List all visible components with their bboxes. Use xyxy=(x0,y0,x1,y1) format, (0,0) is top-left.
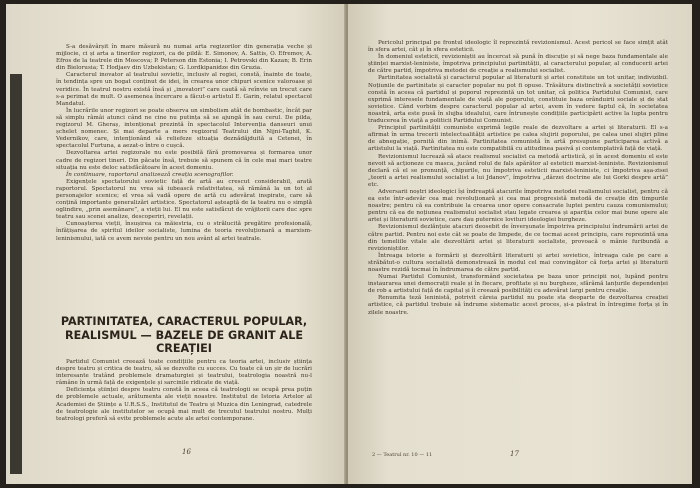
page-number-left: 16 xyxy=(182,448,191,456)
paragraph: Numai Partidul Comunist, transformând societatea pe baza unor principii noi, lupând pentru instaurarea unei democrații reale și în fiecare, profitate și nu burgheze, sfărâmă lanțurile dependenței de rob a artistului față de capital și îi creează posibilități cu adevărat largi pentru creație. xyxy=(368,274,668,295)
paragraph: Deficiența științei despre teatru constă în aceea că teatrologii se ocupă prea puțin de problemele actuale, arătumenta ale vieții noastre. Institutul de Istoria Artelor al Academiei de Științe a U.R.S.S., Institutul de Teatru și Muzica din Leningrad, catedrele de teatrologie ale institutelor se ocupă mai mult de trecutul teatrului nostru. Mulți teatrologi preferă să evite problemele acute ale artei contemporane. xyxy=(56,387,312,422)
footer-note: 2 — Teatrul nr. 10 — 11 xyxy=(372,452,433,458)
paragraph: Renumita teză leninistă, potrivit căreia partidul nu poate sta deoparte de dezvoltarea creației artistice, că partidul trebuie să îndrume sistematic acest proces, și-a păstrat în întregime forța și în zilele noastre. xyxy=(368,295,668,316)
section-heading: PARTINITATEA, CARACTERUL POPULAR, REALISMUL — BAZELE DE GRANIT ALE CREAȚIEI xyxy=(60,315,308,355)
italic-note: În continuare, raportorul analizează creația scenografilor. xyxy=(66,171,234,178)
paragraph: Caracterul inovator al teatrului sovietic, inclusiv al regiei, constă, înainte de toate, în tendința spre un bogat conținut de idei, în crearea unor chipuri scenice valoroase și veridice. În teatrul nostru există însă și „inovatori” care caută să reînvie un trecut care s-a perimat de mult. O asemenea încercare a făcut-o artistul E. Garin, relatul spectacol Mandatul. xyxy=(56,72,312,107)
page-number-right: 17 xyxy=(510,450,519,458)
paragraph: Pericolul principal pe frontul ideologic îl reprezintă revizionismul. Acest pericol se face simțit atât în sfera artei, cât și în sfera esteticii. xyxy=(368,40,668,54)
paragraph: Cunoașterea vieții, însușirea ca măiestria, cu o strălucită pregătire profesională, înfățișarea de spiritul ideilor socialiste, lumina de teoria revoluționară a marxism-leninismului, iată ce avem nevoie pentru un nou avânt al artei teatrale. xyxy=(56,221,312,242)
paragraph: Întreaga istorie a formării și dezvoltării literaturii și artei sovietice, întreaga cale pe care a străbătut-o cultura socialistă demonstrează în modul cel mai convingător că forța artei și literaturii noastre rezidă tocmai în îndrumarea de către partid. xyxy=(368,252,668,273)
paragraph: În domeniul esteticii, revizioniștii au încercat să pună în discuție și să nege baza fundamentale ale științei marxist-leniniste, împotriva principiului partinității, al caracterului popular, al conducerii artei de către partid, împotriva metodei de creație a realismului socialist. xyxy=(368,54,668,75)
paragraph: Revizionismul lucrează să atace realismul socialist ca metodă artistică, și în acest domeniu el este nevoit să acționeze cu masca, jucând rolul de fals apărător al esteticii marxist-leniniste. Revizionismul declară că el se pronunță, chipurile, nu împotriva esteticii marxist-leniniste, ci împotriva așa-zisei „teorii a artei realismului socialist a lui Jdanov”, împotriva „dârzei doctrine ale lui Gorki despre artă” etc. xyxy=(368,153,668,188)
paragraph: În lucrările unor regizori se poate observa un simbolism atât de bombastic, încât par să simplu râmâi atunci când ne cine nu putința să se ajungă în sau cerul. De pilda, regizorul M. Gheraș, intenționat prezintă în spectacolul Intervenția danseuri unui șchelet nomenec. Și mai departe a mers regizorul Teatrului din Nijni-Taghil, K. Vedernikov, care, intenționând să reliefeze situația deznădăjduită a Cetenei, în spectacolul Furtuna, a aezat-o între o cușcă. xyxy=(56,107,312,150)
paragraph: S-a desăvârșit în mare măsură nu numai arta regizorilor din generația veche și mijlocie, ci și arta a tinerilor regizori, ca de pildă: E. Simonov, A. Sattis, O. Efremov, A. Efros de la teatrele din Moscova; P. Peterson din Estonia; I. Petrovski din Kazan; B. Erin din Bielorusia; T. Hodjaev din Uzbekistan; G. Lordkipanidze din Gruzia. xyxy=(56,44,312,72)
paragraph: Exigențele spectatorului sovietic față de artă au crescut considerabil, arată raportorul. Spectatorul nu vrea să iubească relativitatea, să rămână la un tot al personajelor scenice; el vrea să vadă opere de artă cu adevărat inspirate, care să conțină importante generalizări artistice. Spectatorul așteaptă de la teatru nu o simplă oglindire, „prin asemănare”, a vieții lui. El nu este satisfăcut de vrăjitorii care duc spre teatru sau scenei analize, descoperiri, revelații. xyxy=(56,178,312,221)
paragraph: Partinitatea socialistă și caracterul popular al literaturii și artei constituie un tot unitar, indivizibil. Noțiunile de partinitate și caracter popular nu pot fi opuse. Trăsătura distinctivă a societății sovietice constă în aceea că partidul și poporul reprezintă un tot unitar, că politica Partidului Comunist, care exprimă interesele fundamentale de viață ale poporului, constituie baza orânduirii sociale și de stat sovietice. Când vorbim despre caracterul popular al artei, avem în vedere faptul că, în societatea noastră, arta este pusă în slujba idealului, care întrunește condițiile participării active la lupta pentru traducerea în viață a politicii Partidului Comunist. xyxy=(368,75,668,125)
left-page xyxy=(6,4,346,484)
binding-edge xyxy=(10,74,22,474)
paragraph: Revizionismul dezlănțuie atacuri deosebit de înverșunate împotriva principiului îndrumării artei de către partid. Pentru noi este cât se poate de limpede, de ce tocmai acest principiu, care reprezintă una din temeliile vitale ale dezvoltării artei și literaturii socialiste, provoacă o mânie furibundă a revizioniștilor. xyxy=(368,224,668,252)
right-page xyxy=(348,4,692,484)
left-top-text xyxy=(56,44,312,243)
paragraph: Partidul Comunist creează toate condițiile pentru ca teoria artei, inclusiv știința despre teatru și critica de teatru, să se dezvolte cu succes. Cu toate că un șir de lucrări interesante tratând problemele dramaturgiei și teatrului, teatrologia noastră nu-l râmâne în urmă față de exigențele și sarcinile ridicate de viață. xyxy=(56,359,312,387)
left-bottom-text xyxy=(56,359,312,423)
paragraph: Dezvoltarea artei regizorale nu este posibilă fără promovarea și formarea unor cadre de regizori tineri. Din păcate însă, trebuie să spunem că în cele mai mari teatre situația nu este deloc satisfăcătoare în acest domeniu. xyxy=(56,150,312,171)
right-text xyxy=(368,40,668,317)
book-spread xyxy=(6,4,692,484)
paragraph: Principiul partinității comuniste exprimă legile reale de dezvoltare a artei și literaturii. El s-a afirmat în urma trecerii intelectualității artistice pe calea slujirii poporului, pe calea unei slujiri pline de abnegație, pornită din inimă. Partinitatea comunistă în artă presupune participarea activă a artistului la viață. Partinitatea nu este compatibilă cu atitudinea pasivă și contemplativă față de viață. xyxy=(368,125,668,153)
paragraph: Adversarii noștri ideologici își îndreaptă atacurile împotriva metodei realismului socialist, pentru că ea este într-adevăr cea mai revoluționară și cea mai progresistă metodă de creație din timpurile noastre; pentru că ea contribuie la crearea unor opere consacrate luptei pentru cauza comunismului; pentru că ea de noțiunea realismului socialist stau legate crearea și apariția celor mai bune opere ale artei și literaturii sovietice, care dau puternice lovituri ideologiei burgheze. xyxy=(368,188,668,224)
